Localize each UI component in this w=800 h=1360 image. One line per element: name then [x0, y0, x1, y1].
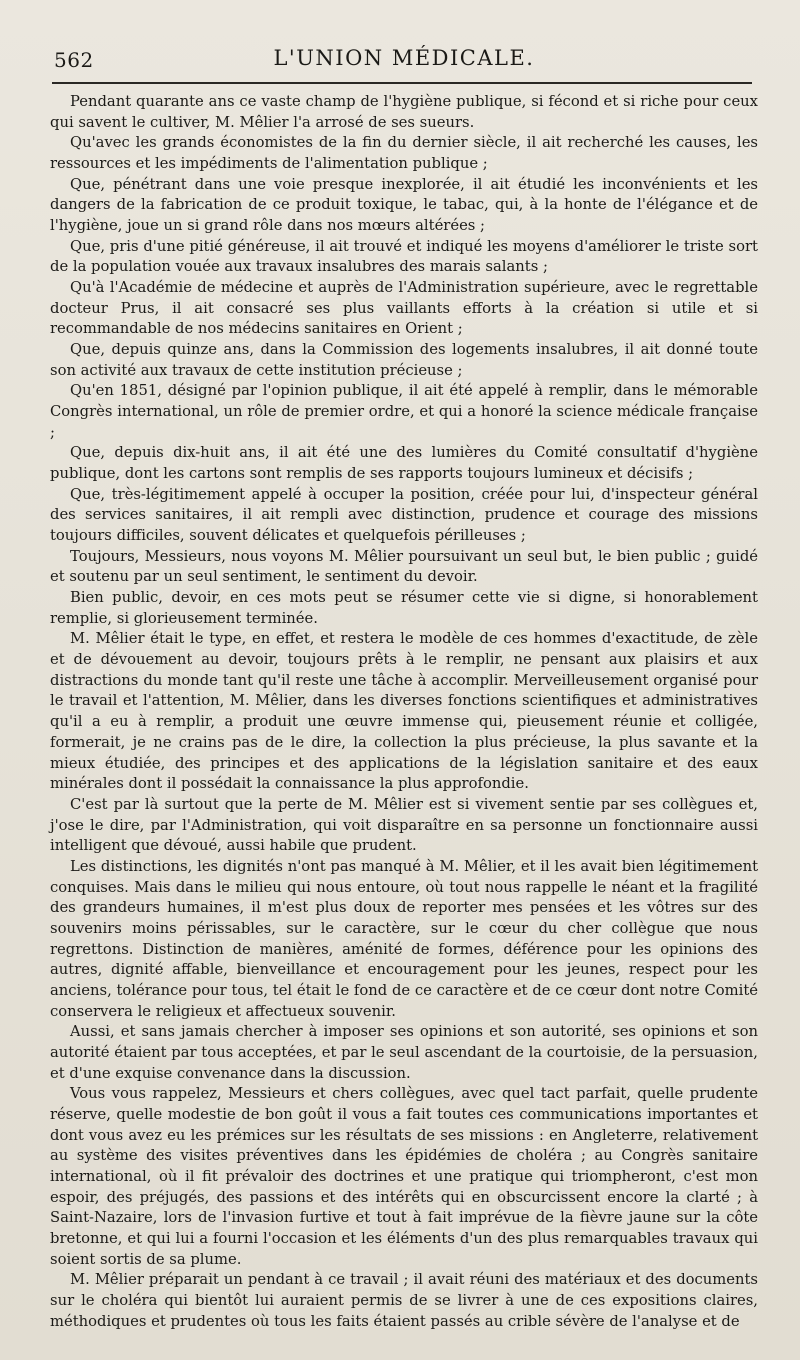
paragraph: Qu'avec les grands économistes de la fin du dernier siècle, il ait recherché les causes, les ressources et les impédiments de l'alimentation publique ;: [50, 134, 758, 173]
paragraph: Que, pénétrant dans une voie presque inexplorée, il ait étudié les inconvénients et les dangers de la fabrication de ce produit toxique, le tabac, qui, à la honte de l'élégance et de l'hygiène, joue un si grand rôle dans nos mœurs altérées ;: [50, 175, 758, 235]
paragraph: M. Mêlier préparait un pendant à ce travail ; il avait réuni des matériaux et des documents sur le choléra qui bientôt lui auraient permis de se livrer à une de ces expositions claires, méthodiques et prudentes où tous les faits étaient passés au crible sévère de l'analyse et de: [50, 1271, 758, 1330]
paragraph: Qu'en 1851, désigné par l'opinion publique, il ait été appelé à remplir, dans le mémorable Congrès international, un rôle de premier ordre, et qui a honoré la science médicale française ;: [50, 382, 758, 441]
paragraph: C'est par là surtout que la perte de M. Mêlier est si vivement sentie par ses collègues et, j'ose le dire, par l'Administration, qui voit disparaître en sa personne un fonctionnaire aussi intelligent que dévoué, aussi habile que prudent.: [50, 795, 758, 855]
journal-title: L'UNION MÉDICALE.: [273, 46, 535, 70]
paragraph: Aussi, et sans jamais chercher à imposer ses opinions et son autorité, ses opinions et son autorité étaient par tous acceptées, et par le seul ascendant de la courtoisie, de la persuasion, et d'une exquise convenance dans la discussion.: [50, 1023, 758, 1082]
paragraph: Les distinctions, les dignités n'ont pas manqué à M. Mêlier, et il les avait bien légitimement conquises. Mais dans le milieu qui nous entoure, où tout nous rappelle le néant et la fragilité des grandeurs humaines, il m'est plus doux de reporter mes pensées et les vôtres sur des souvenirs moins périssables, sur le caractère, sur le cœur du cher collègue que nous regrettons. Distinction de manières, aménité de formes, déférence pour les opinions des autres, dignité affable, bienveillance et encouragement pour les jeunes, respect pour les anciens, tolérance pour tous, tel était le fond de ce caractère et de ce cœur dont notre Comité conservera le religieux et affectueux souvenir.: [50, 857, 758, 1020]
paragraph: Bien public, devoir, en ces mots peut se résumer cette vie si digne, si honorablement remplie, si glorieusement terminée.: [50, 589, 758, 627]
paragraph: Que, très-légitimement appelé à occuper la position, créée pour lui, d'inspecteur général des services sanitaires, il ait rempli avec distinction, prudence et courage des missions toujours difficiles, souvent délicates et quelquefois périlleuses ;: [50, 485, 758, 545]
paragraph: Pendant quarante ans ce vaste champ de l'hygiène publique, si fécond et si riche pour ceux qui savent le cultiver, M. Mêlier l'a arrosé de ses sueurs.: [50, 93, 758, 131]
paragraph: Que, pris d'une pitié généreuse, il ait trouvé et indiqué les moyens d'améliorer le triste sort de la population vouée aux travaux insalubres des marais salants ;: [50, 237, 758, 276]
paragraph: Qu'à l'Académie de médecine et auprès de l'Administration supérieure, avec le regrettable docteur Prus, il ait consacré ses plus vaillants efforts à la création si utile et si recommandable de nos médecins sanitaires en Orient ;: [50, 279, 758, 338]
paragraph: Vous vous rappelez, Messieurs et chers collègues, avec quel tact parfait, quelle prudente réserve, quelle modestie de bon goût il vous a fait toutes ces communications importantes et dont vous avez eu les prémices sur les résultats de ses missions : en Angleterre, relativement au système des visites préventives dans les épidémies de choléra ; au Congrès sanitaire international, où il fit prévaloir des doctrines et une pratique qui triompheront, c'est mon espoir, des préjugés, des passions et des intérêts qui en obscurcissent encore la clarté ; à Saint-Nazaire, lors de l'invasion furtive et tout à fait imprévue de la fièvre jaune sur la côte bretonne, et qui lui a fourni l'occasion et les éléments d'un des plus remarquables travaux qui soient sortis de sa plume.: [50, 1085, 758, 1268]
paragraph: Toujours, Messieurs, nous voyons M. Mêlier poursuivant un seul but, le bien public ; guidé et soutenu par un seul sentiment, le sentiment du devoir.: [50, 547, 758, 586]
page-number: 562: [54, 48, 94, 72]
paragraph: M. Mêlier était le type, en effet, et restera le modèle de ces hommes d'exactitude, de zèle et de dévouement au devoir, toujours prêts à le remplir, ne pensant aux plaisirs et aux distractions du monde tant qu'il reste une tâche à accomplir. Merveilleusement organisé pour le travail et l'attention, M. Mêlier, dans les diverses fonctions scientifiques et administratives qu'il a eu à remplir, a produit une œuvre immense qui, pieusement réunie et colligée, formerait, je ne crains pas de le dire, la collection la plus précieuse, la plus savante et la mieux étudiée, des principes et des applications de la législation sanitaire et des eaux minérales dont il possédait la connaissance la plus approfondie.: [50, 630, 758, 793]
paragraph: Que, depuis quinze ans, dans la Commission des logements insalubres, il ait donné toute son activité aux travaux de cette institution précieuse ;: [50, 341, 758, 379]
header-rule: [52, 82, 752, 84]
article-body: [50, 92, 758, 1332]
page-header: [52, 40, 756, 80]
paragraph: Que, depuis dix-huit ans, il ait été une des lumières du Comité consultatif d'hygiène publique, dont les cartons sont remplis de ses rapports toujours lumineux et décisifs ;: [50, 444, 758, 483]
